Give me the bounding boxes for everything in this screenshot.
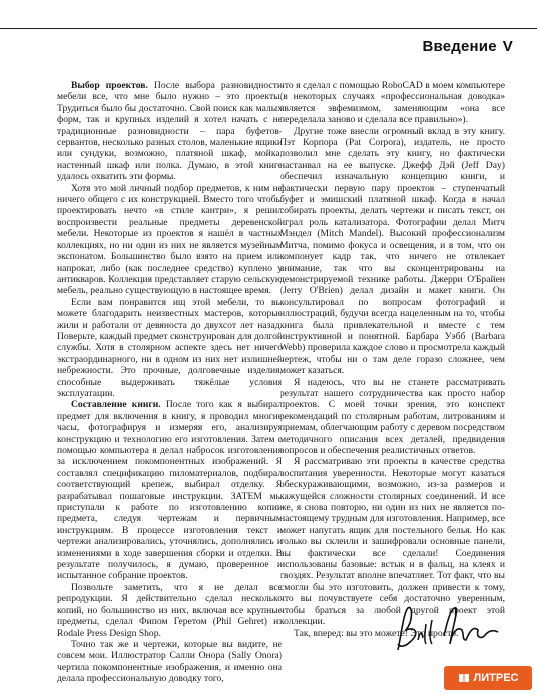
signature-icon (392, 600, 502, 658)
header-rule (0, 28, 537, 29)
paragraph-text: Позвольте заметить, что я не делал все репродукции. Я действительно сделал несколько копий, но большинство из них, включая все крупные предметы, сделал Фипом Геретом (Phil Gehret) из Rodale Press Design Shop. (57, 581, 282, 639)
paragraph (57, 80, 282, 183)
book-icon (458, 672, 470, 684)
chapter-title: Введение (422, 38, 497, 55)
litres-badge[interactable] (444, 666, 532, 690)
paragraph (57, 639, 282, 685)
paragraph (280, 377, 505, 457)
paragraph (280, 80, 505, 126)
paragraph-text: Точно так же и чертежи, которые вы видите, не совсем мои. Иллюстратор Салли Онора (Sally Onora) чертила покомпонентные изображения, и именно она делала профессиональную доводку того, (57, 638, 282, 685)
paragraph-text: Хотя это мой личный подбор предметов, к ним не ничего общего с их конструкцией. Вместо того чтобы проектировать нечто «в стиле кантри», я решил воспроизвести реальные предметы деревенской мебели. Некоторые из проектов я нашёл в частных коллекциях, но ни один из них не является музейным экспонатом. Большинство было взято на прием или напрокат, либо (как последнее средство) куплено у антикваров. Коллекция представляет старую сельскую мебель, реально существующую в настоящее время. (57, 182, 282, 297)
paragraph-text: Так, вперед: вы это можете! Это просто. (294, 627, 459, 639)
paragraph-text: После того как я выбирал предмет для включения в книгу, я проводил многие часы, фотографируя и измеряя его, анализируя конструкцию и технологию его изготовления. Затем с помощью компьютера я делал набросок изготовления за исключением покомпонентных изображений. Я составлял спецификацию пиломатериалов, подбирал соответствующий крепеж, выбирал отделку. Я разрабатывал пошаговые инструкции. ЗАТЕМ мы приступали к работе по изготовлению копии предмета, следуя чертежам и первичным инструкциям. В процессе изготовления текст и чертежи анализировались, уточнялись, дополнялись и изменениями в ходе завершения сборки и отделки. В результате получилось, я думаю, проверенное и испытанное собрание проектов. (57, 399, 282, 582)
paragraph-lead: Составление книги. (71, 399, 161, 411)
paragraph-text: что я сделал с помощью RoboCAD в моем компьютере (в некоторых случаях «профессиональная доводка» является эвфемизмом, заменяющим «она все переделала заново и сделала все правильно»). (280, 80, 505, 126)
page-number: V (502, 38, 513, 55)
paragraph (57, 297, 282, 400)
paragraph (280, 126, 505, 377)
badge-label: ЛИТРЕС (473, 672, 519, 684)
paragraph-text: Если вам понравится ищ этой мебели, то вы можете благодарить неизвестных мастеров, которые жили и работали от девяноста до двухсот лет назад. Поверьте, каждый предмет сконструирован для долгой службы. Хотя в столярном аспекте здесь нет ничего экстраординарного, ни в одном из них нет излишней небрежности. Это прочные, долговечные изделия, способные выдерживать тяжёлые условия эксплуатации. (57, 296, 282, 399)
paragraph (57, 399, 282, 582)
paragraph-text: Я рассматриваю эти проекты в качестве средства воспитания уверенности. Некоторые могут казаться обескураживающими, возможно, из-за размеров и кажущейся сложности столярных соединений. И все же, я снова повторю, ни один из них не является по-настоящему трудным для изготовления. Например, все может напугать ящик для постельного белья. Но как только вы склеили и зашифровали основные панели, вы фактически все сделали! Соединения использованы базовые: встык и в фальц, на клеях и гвоздях. Результат вполне впечатляет. Тот факт, что вы смогли бы это изготовить, должен привести к тому, что вы почувствуете себя достаточно уверенным, чтобы браться за любой другой проект этой коллекции. (280, 456, 505, 628)
left-text-column (57, 80, 282, 685)
paragraph-text: Я надеюсь, что вы не станете рассматривать результат нашего сотрудничества как просто набор проектов. С моей точки зрения, это конспект рекомендаций по столярным работам, литрованиям и приемам, облегчающим работу с деревом посредством методичного описания всех деталей, предвидения вопросов и обеспечения реалистичных ответов. (280, 376, 505, 456)
paragraph-text: Другие тоже внесли огромный вклад в эту книгу. Пэт Корпора (Pat Corpora), издатель, не просто позволил мне сделать эту книгу, но фактически настаивал на ее выпуске. Джефф Дэй (Jeff Day) обеспечил изначальную концепцию книги, и фактически первую пару проектов – ступенчатый буфет и эмишский платяной шкаф. Когда я начал собирать проекты, делать чертежи и писать текст, он играл роль катализатора. Фотографии делал Митч Мэндел (Mitch Mandel). Высокий профессионализм Митча, помимо фокуса и освещения, и в том, что он компонует кадр так, что ничего не отвлекает внимание, так что вы сконцентрированы на демонстрируемой технике работы. Джерри О'Брайен (Jerry O'Brien) делал дизайн и макет книги. Он консультировал по вопросам фотографий и иллюстраций, будучи всегда нацеленным на то, чтобы книга была привлекательной и вместе с тем инструктивной и понятной. Барбара Уэбб (Barbara Webb) проверила каждое слово и просмотрела каждый чертеж, чтобы ни о там деле горазо сложнее, чем может казаться. (280, 125, 505, 377)
paragraph-text: После выбора разновидности мебели все, что мне было нужно – это проекты. Трудиться было бы достаточно. Свой поиск как малых форм, так и крупных изделий я хотел начать с не традиционные разновидности – пара буфетов-сервантов, несколько разных столов, маленькие ящики или сундуки, возможно, платяной шкаф, мойка, настенный шкаф или полка. Думаю, в этой книге удалось охватить эти формы. (57, 80, 283, 183)
paragraph (57, 183, 282, 297)
paragraph-lead: Выбор проектов. (71, 80, 148, 91)
right-text-column (280, 80, 505, 639)
paragraph (57, 582, 282, 639)
page-header (422, 38, 513, 55)
author-signature (392, 600, 502, 658)
